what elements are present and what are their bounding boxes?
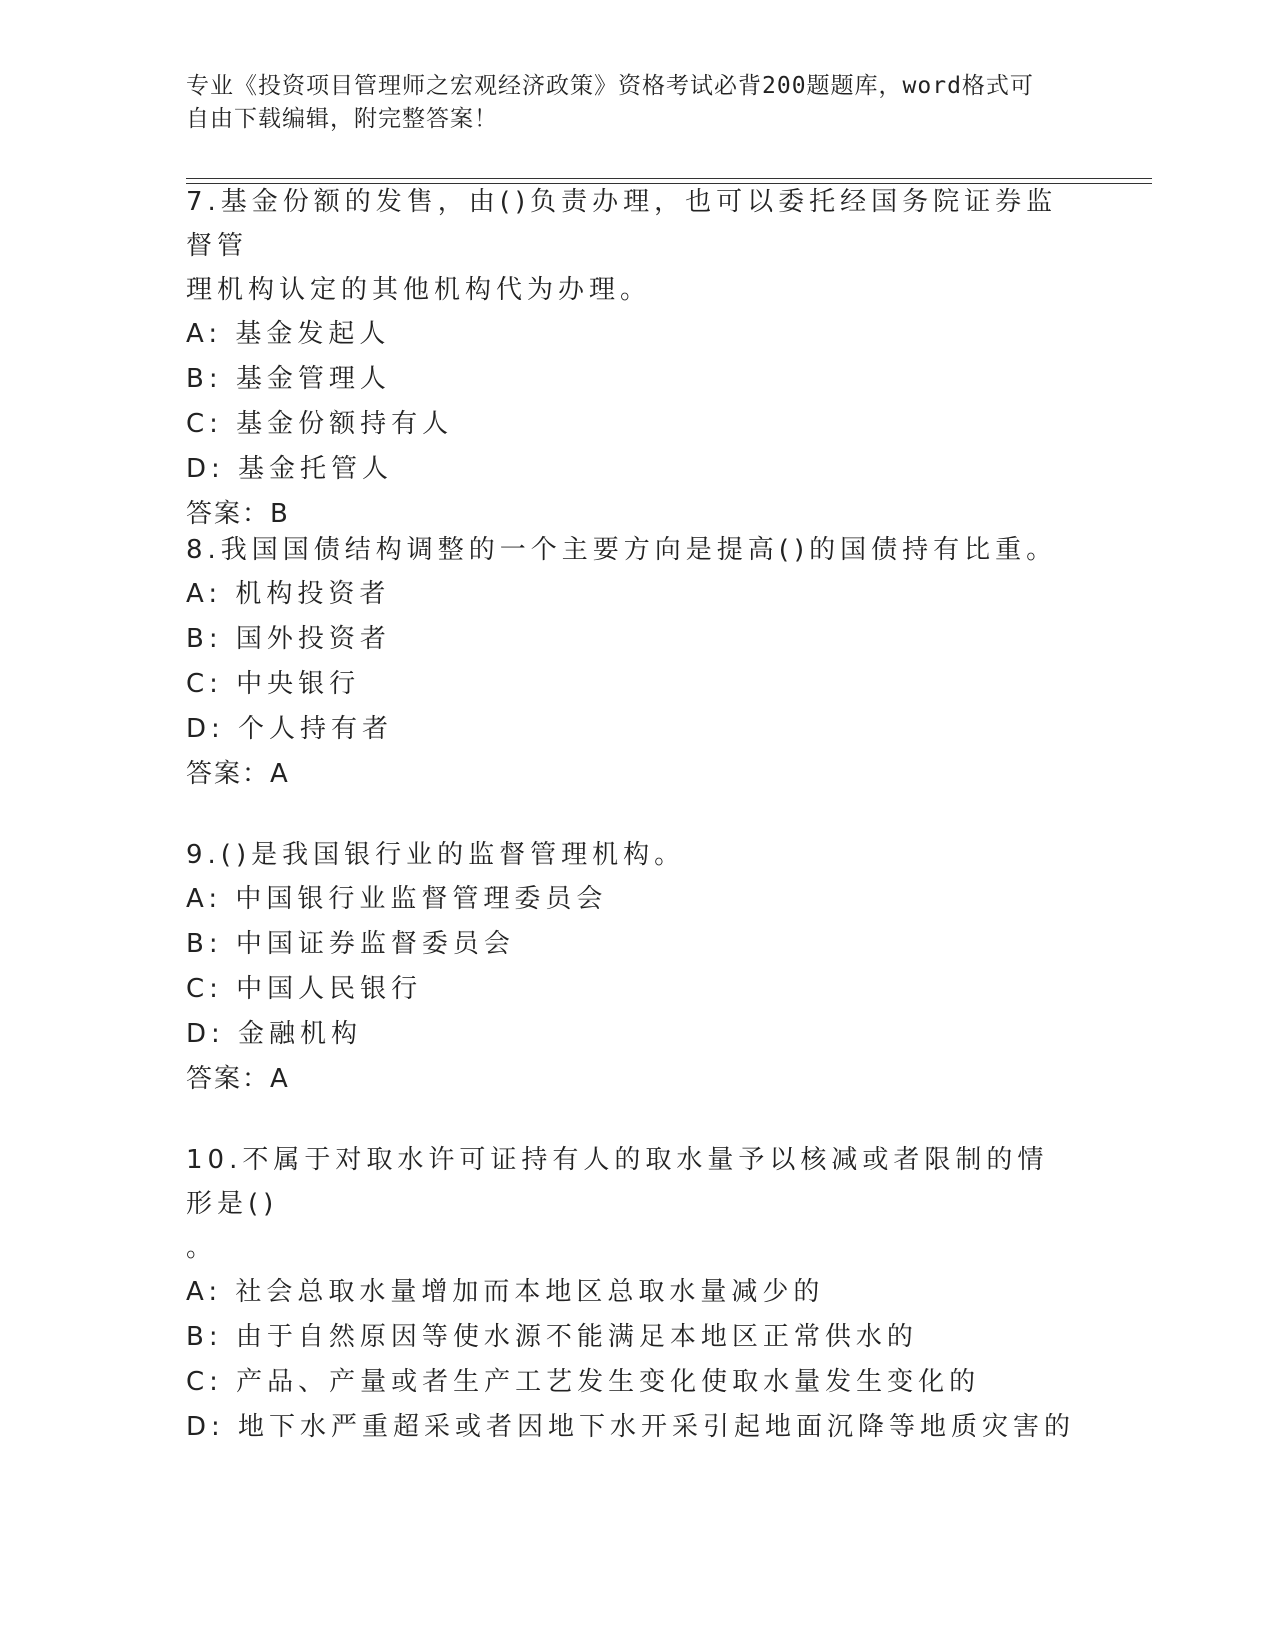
answer: 答案：B — [186, 499, 290, 529]
header-line-1: 专业《投资项目管理师之宏观经济政策》资格考试必背200题题库，word格式可 — [186, 73, 1034, 99]
question-9 — [186, 833, 1066, 1101]
option-a: A: 机构投资者 — [186, 579, 391, 609]
option-c: C: 中央银行 — [186, 669, 361, 699]
question-stem-line: 7.基金份额的发售，由()负责办理，也可以委托经国务院证券监督管 — [186, 187, 1058, 261]
option-d: D: 基金托管人 — [186, 454, 394, 484]
question-stem-line: 10.不属于对取水许可证持有人的取水量予以核减或者限制的情形是() — [186, 1145, 1049, 1219]
option-c: C: 基金份额持有人 — [186, 409, 454, 439]
header-line-2: 自由下载编辑，附完整答案！ — [186, 106, 498, 132]
option-a: A: 社会总取水量增加而本地区总取水量减少的 — [186, 1277, 825, 1307]
answer: 答案：A — [186, 759, 290, 789]
option-b: B: 中国证券监督委员会 — [186, 929, 515, 959]
option-b: B: 由于自然原因等使水源不能满足本地区正常供水的 — [186, 1322, 918, 1352]
option-c: C: 中国人民银行 — [186, 974, 423, 1004]
option-d: D: 金融机构 — [186, 1019, 363, 1049]
header-divider-top — [186, 178, 1152, 179]
question-stem-line: 9.()是我国银行业的监督管理机构。 — [186, 840, 686, 870]
option-b: B: 基金管理人 — [186, 364, 391, 394]
question-stem-line: 理机构认定的其他机构代为办理。 — [186, 275, 652, 305]
question-7 — [186, 180, 1066, 536]
document-header — [186, 70, 1066, 136]
option-a: A: 基金发起人 — [186, 319, 391, 349]
option-b: B: 国外投资者 — [186, 624, 391, 654]
question-stem-line: 。 — [186, 1233, 218, 1263]
question-10 — [186, 1138, 1076, 1450]
option-a: A: 中国银行业监督管理委员会 — [186, 884, 608, 914]
answer: 答案：A — [186, 1064, 290, 1094]
question-stem-line: 8.我国国债结构调整的一个主要方向是提高()的国债持有比重。 — [186, 535, 1058, 565]
option-d: D: 个人持有者 — [186, 714, 394, 744]
option-d: D: 地下水严重超采或者因地下水开采引起地面沉降等地质灾害的 — [186, 1412, 1076, 1442]
question-8 — [186, 528, 1066, 796]
option-c: C: 产品、产量或者生产工艺发生变化使取水量发生变化的 — [186, 1367, 981, 1397]
